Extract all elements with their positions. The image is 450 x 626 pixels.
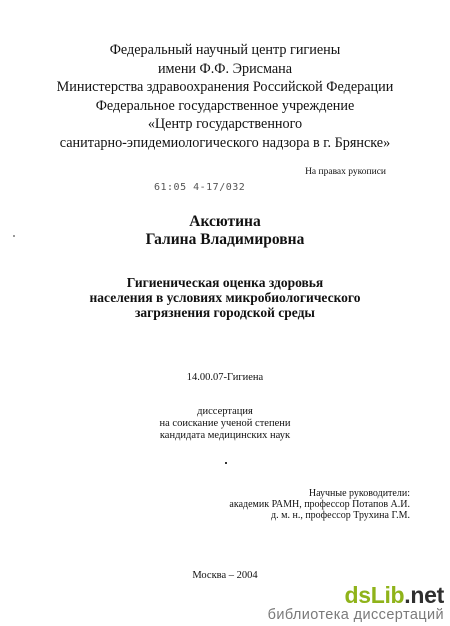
degree-line: диссертация xyxy=(197,406,253,417)
title-line: загрязнения городской среды xyxy=(135,305,315,320)
thesis-degree-block xyxy=(0,406,450,442)
specialty-code: 14.00.07-Гигиена xyxy=(186,372,264,383)
library-stamp-code: 61:05 4-17/032 xyxy=(154,182,246,193)
institution-line: имени Ф.Ф. Эрисмана xyxy=(157,60,293,77)
institution-line: Министерства здравоохранения Российской Федерации xyxy=(56,79,394,95)
degree-line: на соискание ученой степени xyxy=(159,418,291,429)
thesis-title xyxy=(0,275,450,320)
author-given-names: Галина Владимировна xyxy=(145,231,305,248)
supervisors-block xyxy=(229,488,410,521)
degree-line: кандидата медицинских наук xyxy=(159,430,291,441)
logo-part-a: dsLib xyxy=(344,582,405,608)
title-line: Гигиеническая оценка здоровья xyxy=(126,275,324,290)
scan-speck xyxy=(225,462,227,464)
manuscript-rights-label: На правах рукописи xyxy=(305,167,386,177)
dslib-watermark[interactable] xyxy=(268,583,444,623)
dslib-logo xyxy=(268,583,444,607)
city-year: Москва – 2004 xyxy=(192,570,258,581)
title-line: населения в условиях микробиологического xyxy=(89,290,361,305)
author-name xyxy=(0,213,450,249)
logo-part-b: .net xyxy=(404,582,444,608)
institution-block xyxy=(0,41,450,152)
institution-line: санитарно-эпидемиологического надзора в г. Брянске» xyxy=(59,134,391,151)
supervisor-line: академик РАМН, профессор Потапов А.И. xyxy=(229,499,410,510)
watermark-subtitle: библиотека диссертаций xyxy=(267,607,444,623)
institution-line: Федеральный научный центр гигиены xyxy=(109,42,341,58)
supervisors-heading: Научные руководители: xyxy=(308,488,410,499)
institution-line: Федеральное государственное учреждение xyxy=(95,97,355,114)
institution-line: «Центр государственного xyxy=(147,116,303,132)
supervisor-line: д. м. н., профессор Трухина Г.М. xyxy=(271,510,410,521)
author-surname: Аксютина xyxy=(189,213,261,230)
